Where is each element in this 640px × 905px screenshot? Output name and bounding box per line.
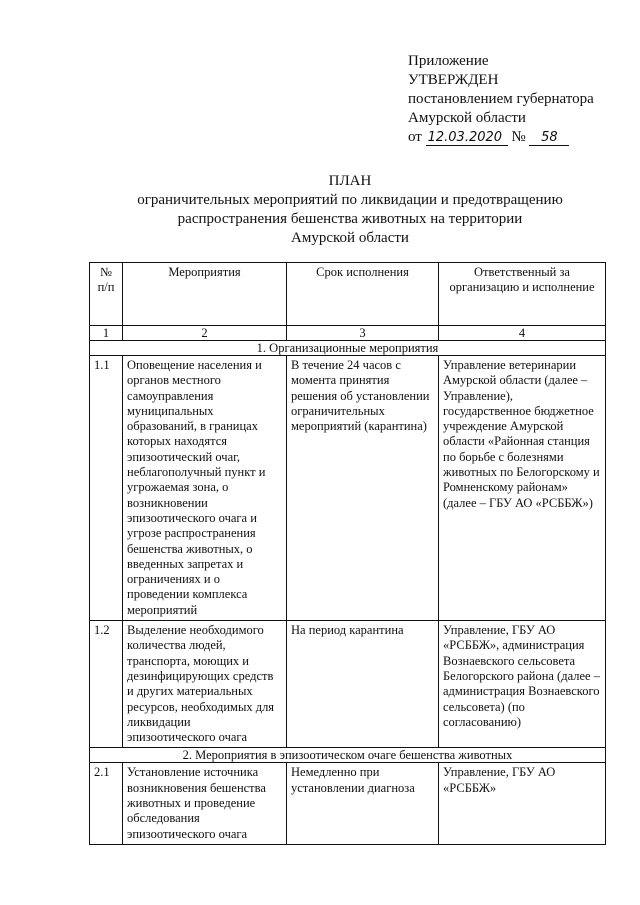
section-row	[90, 748, 606, 763]
approval-number-label: №	[511, 129, 526, 145]
plan-table	[89, 262, 606, 845]
row-action: Оповещение населения и органов местного самоуправления муниципальных образований, в границах которых находятся эпизоотический очаг, неблагополучный пункт и угрожаемая зона, о возникновении эпизоотического очага и угрозе распространения бешенства животных, о введенных запретах и ограничениях и о проведении комплекса мероприятий	[123, 356, 287, 621]
approval-number: 58	[529, 131, 569, 146]
table-row	[90, 763, 606, 844]
approval-from-label: от	[408, 129, 422, 145]
table-row	[90, 621, 606, 748]
header-number: № п/п	[90, 263, 123, 326]
row-number: 1.1	[90, 356, 123, 621]
header-term: Срок исполнения	[287, 263, 439, 326]
row-term: На период карантина	[287, 621, 439, 748]
row-number: 1.2	[90, 621, 123, 748]
column-number: 2	[123, 326, 287, 341]
section-row	[90, 341, 606, 356]
title-line-2: ограничительных мероприятий по ликвидации и предотвращению	[137, 192, 563, 208]
title-line-4: Амурской области	[291, 230, 409, 246]
header-action: Мероприятия	[123, 263, 287, 326]
row-action: Выделение необходимого количества людей, транспорта, моющих и дезинфицирующих средств и других материальных ресурсов, необходимых для ликвидации эпизоотического очага	[123, 621, 287, 748]
approval-region: Амурской области	[408, 110, 526, 126]
section-title-1: 1. Организационные мероприятия	[90, 341, 606, 356]
column-number: 4	[439, 326, 606, 341]
approval-decree: постановлением губернатора	[408, 91, 594, 107]
header-responsible: Ответственный за организацию и исполнение	[439, 263, 606, 326]
document-title	[60, 172, 640, 248]
row-number: 2.1	[90, 763, 123, 844]
row-term: В течение 24 часов с момента принятия решения об установлении ограничительных мероприятий (карантина)	[287, 356, 439, 621]
row-responsible: Управление ветеринарии Амурской области (далее – Управление), государственное бюджетное учреждение Амурской области «Районная станция по борьбе с болезнями животных по Белогорскому и Ромненскому районам» (далее – ГБУ АО «РСББЖ»)	[439, 356, 606, 621]
table-row	[90, 356, 606, 621]
approval-appendix: Приложение	[408, 53, 489, 69]
approval-block	[408, 52, 633, 147]
title-line-3: распространения бешенства животных на территории	[177, 211, 523, 227]
row-term: Немедленно при установлении диагноза	[287, 763, 439, 844]
table-header-row	[90, 263, 606, 326]
row-responsible: Управление, ГБУ АО «РСББЖ»	[439, 763, 606, 844]
approval-date-line	[408, 128, 633, 147]
column-number: 1	[90, 326, 123, 341]
title-plan: ПЛАН	[328, 173, 372, 189]
approval-date: 12.03.2020	[426, 131, 508, 146]
row-responsible: Управление, ГБУ АО «РСББЖ», администрация Вознаевского сельсовета Белогорского района (далее – администрация Вознаевского сельсовета) (по согласованию)	[439, 621, 606, 748]
column-number: 3	[287, 326, 439, 341]
section-title-2: 2. Мероприятия в эпизоотическом очаге бешенства животных	[90, 748, 606, 763]
approval-approved: УТВЕРЖДЕН	[408, 72, 499, 88]
row-action: Установление источника возникновения бешенства животных и проведение обследования эпизоотического очага	[123, 763, 287, 844]
column-number-row	[90, 326, 606, 341]
